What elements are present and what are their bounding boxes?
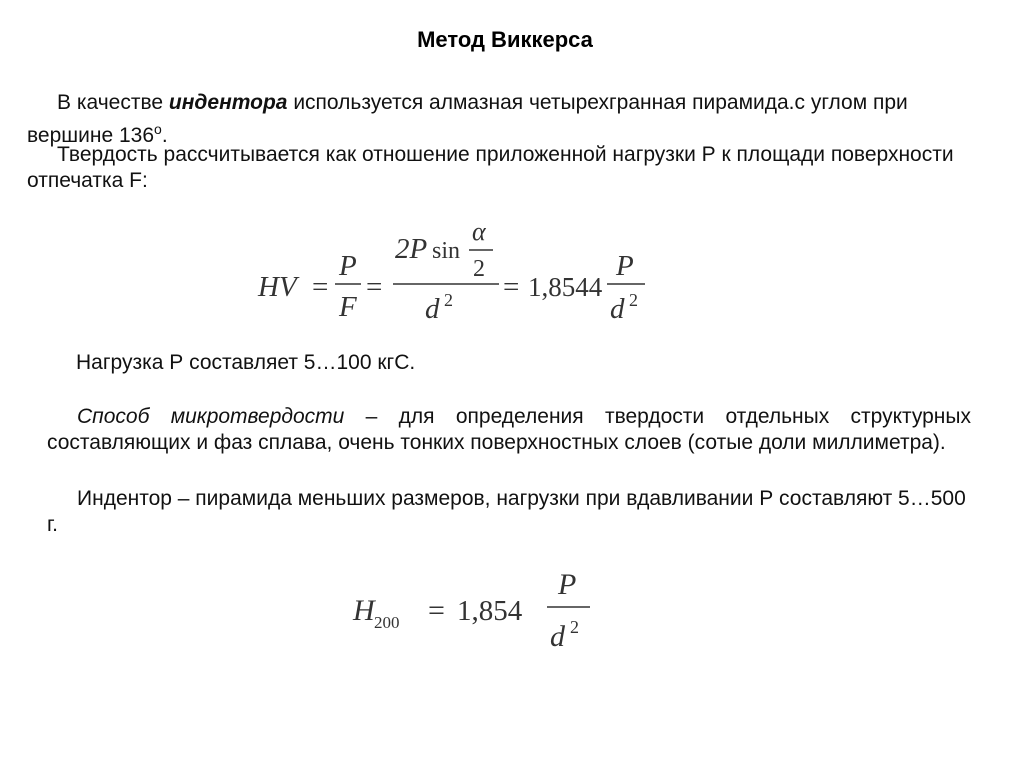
f1-eq3: = bbox=[503, 271, 520, 303]
f2-den-exp: 2 bbox=[570, 617, 579, 637]
p1-term-indenter: индентора bbox=[168, 91, 288, 114]
p1-text-post: используется алмазная четырехгранная пирамида.с углом при вершине 136 bbox=[27, 91, 908, 147]
paragraph-hardness: Твердость рассчитывается как отношение приложенной нагрузки Р к площади поверхности отпечатка F: bbox=[27, 143, 954, 192]
p1-text-end: . bbox=[161, 124, 168, 147]
f1-den-d: d bbox=[425, 293, 440, 325]
paragraph-microhardness bbox=[47, 404, 971, 456]
f1-hv: HV bbox=[258, 271, 297, 303]
f1-den-f: F bbox=[339, 291, 357, 323]
f1-num-p: P bbox=[339, 250, 357, 282]
f1-num-sin: sin bbox=[432, 238, 461, 264]
p1-text-pre: В качестве bbox=[57, 91, 169, 114]
paragraph-indenter bbox=[27, 90, 987, 149]
f2-den-d: d bbox=[550, 620, 565, 653]
f1-den-d2: d bbox=[610, 293, 625, 325]
f1-eq2: = bbox=[366, 271, 383, 303]
f2-eq: = bbox=[428, 594, 445, 627]
f1-num-p2: P bbox=[616, 250, 634, 282]
page-title: Метод Виккерса bbox=[417, 27, 593, 52]
f1-alpha-den: 2 bbox=[473, 256, 485, 282]
p1-degree-sup: о bbox=[154, 121, 162, 137]
f2-h: H bbox=[353, 594, 375, 627]
f2-coef: 1,854 bbox=[457, 595, 523, 627]
f1-den-exp: 2 bbox=[444, 290, 453, 310]
p4-term-microhardness: Способ микротвердости bbox=[77, 405, 345, 428]
f1-coef: 1,8544 bbox=[528, 272, 603, 302]
f1-eq1: = bbox=[312, 271, 329, 303]
f1-num-2p: 2P bbox=[395, 233, 428, 265]
formula-vickers bbox=[255, 218, 655, 333]
paragraph-indenter-small: Индентор – пирамида меньших размеров, нагрузки при вдавливании Р составляют 5…500 г. bbox=[47, 487, 966, 536]
f1-alpha: α bbox=[472, 218, 486, 246]
f2-sub: 200 bbox=[374, 613, 400, 632]
p4-text: – для определения твердости отдельных структурных составляющих и фаз сплава, очень тонких поверхностных слоев (сотые доли миллиметра). bbox=[47, 405, 971, 454]
f1-den-exp2: 2 bbox=[629, 290, 638, 310]
paragraph-load: Нагрузка Р составляет 5…100 кгС. bbox=[76, 351, 416, 374]
f2-num-p: P bbox=[558, 568, 577, 601]
formula-microhardness bbox=[350, 560, 610, 665]
